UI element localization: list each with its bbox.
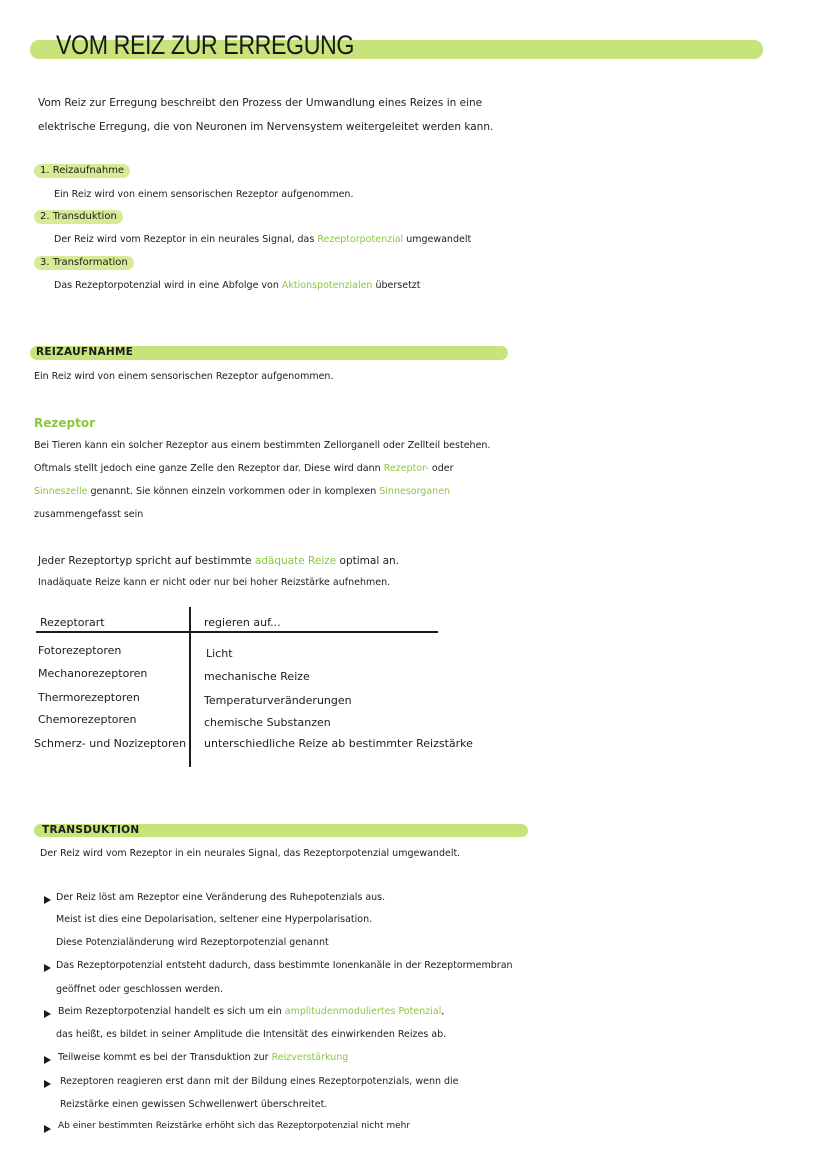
bullet-3-icon [44,1010,51,1018]
table-row-5-col-2: unterschiedliche Reize ab bestimmter Reizstärke [204,737,473,750]
table-header-col-1: Rezeptorart [40,616,105,629]
bullet-1-line-3: Diese Potenzialänderung wird Rezeptorpotenzial genannt [56,937,329,948]
table-row-4-col-2: chemische Substanzen [204,716,331,729]
table-row-3-col-2: Temperaturveränderungen [204,694,352,707]
table-header-col-2: regieren auf... [204,616,281,629]
transduktion-heading: TRANSDUKTION [42,824,140,836]
bullet-1-line-1: Der Reiz löst am Rezeptor eine Veränderung des Ruhepotenzials aus. [56,892,386,903]
table-row-2-col-2: mechanische Reize [204,670,310,683]
reizaufnahme-summary: Ein Reiz wird von einem sensorischen Rezeptor aufgenommen. [34,371,334,382]
rezeptor-p2-line1: Jeder Rezeptortyp spricht auf bestimmte adäquate Reize optimal an. [38,555,400,567]
step-2-text: Der Reiz wird vom Rezeptor in ein neurales Signal, das Rezeptorpotenzial umgewandelt [54,234,472,245]
bullet-1-line-2: Meist ist dies eine Depolarisation, seltener eine Hyperpolarisation. [56,914,373,925]
bullet-2-line-1: Das Rezeptorpotenzial entsteht dadurch, dass bestimmte Ionenkanäle in der Rezeptormembran [56,960,513,971]
step-3-label: 3. Transformation [34,256,134,270]
bullet-1-icon [44,896,51,904]
table-row-3-col-1: Thermorezeptoren [38,691,140,704]
bullet-5-line-2: Reizstärke einen gewissen Schwellenwert überschreitet. [60,1099,328,1110]
bullet-3-line-2: das heißt, es bildet in seiner Amplitude die Intensität des einwirkenden Reizes ab. [56,1029,447,1040]
table-row-4-col-1: Chemorezeptoren [38,713,137,726]
bullet-6-line-1: Ab einer bestimmten Reizstärke erhöht sich das Rezeptorpotenzial nicht mehr [58,1121,411,1131]
rezeptor-p1-line2: Oftmals stellt jedoch eine ganze Zelle den Rezeptor dar. Diese wird dann Rezeptor- oder [34,463,454,474]
table-row-1-col-2: Licht [206,647,233,660]
bullet-2-icon [44,964,51,972]
rezeptor-heading: Rezeptor [34,416,95,430]
table-row-5-col-1: Schmerz- und Nozizeptoren [34,737,187,750]
step-1-text: Ein Reiz wird von einem sensorischen Rezeptor aufgenommen. [54,189,354,200]
intro-line-2: elektrische Erregung, die von Neuronen im Nervensystem weitergeleitet werden kann. [38,121,494,133]
table-column-rule [189,607,191,767]
table-row-2-col-1: Mechanorezeptoren [38,667,148,680]
bullet-6-icon [44,1125,51,1133]
bullet-5-icon [44,1080,51,1088]
table-header-rule [36,631,438,633]
rezeptor-p1-line1: Bei Tieren kann ein solcher Rezeptor aus einem bestimmten Zellorganell oder Zellteil bestehen. [34,440,491,451]
bullet-4-line-1: Teilweise kommt es bei der Transduktion zur Reizverstärkung [58,1052,349,1063]
step-2-highlight: Rezeptorpotenzial [317,234,404,245]
rezeptor-p2-line2: Inadäquate Reize kann er nicht oder nur bei hoher Reizstärke aufnehmen. [38,577,391,588]
bullet-2-line-2: geöffnet oder geschlossen werden. [56,984,224,995]
bullet-3-line-1: Beim Rezeptorpotenzial handelt es sich um ein amplitudenmoduliertes Potenzial, [58,1006,445,1017]
step-1-label: 1. Reizaufnahme [34,164,130,178]
rezeptor-p1-line3: Sinneszelle genannt. Sie können einzeln vorkommen oder in komplexen Sinnesorganen [34,486,451,497]
bullet-4-icon [44,1056,51,1064]
reizaufnahme-heading: REIZAUFNAHME [36,346,134,358]
step-3-text: Das Rezeptorpotenzial wird in eine Abfolge von Aktionspotenzialen übersetzt [54,280,421,291]
transduktion-summary: Der Reiz wird vom Rezeptor in ein neurales Signal, das Rezeptorpotenzial umgewandelt. [40,848,461,859]
page-title: VOM REIZ ZUR ERREGUNG [56,30,355,60]
bullet-5-line-1: Rezeptoren reagieren erst dann mit der Bildung eines Rezeptorpotenzials, wenn die [60,1076,459,1087]
step-3-highlight: Aktionspotenzialen [281,280,373,291]
intro-line-1: Vom Reiz zur Erregung beschreibt den Prozess der Umwandlung eines Reizes in eine [38,97,483,109]
rezeptor-p1-line4: zusammengefasst sein [34,509,144,520]
table-row-1-col-1: Fotorezeptoren [38,644,122,657]
step-2-label: 2. Transduktion [34,210,123,224]
